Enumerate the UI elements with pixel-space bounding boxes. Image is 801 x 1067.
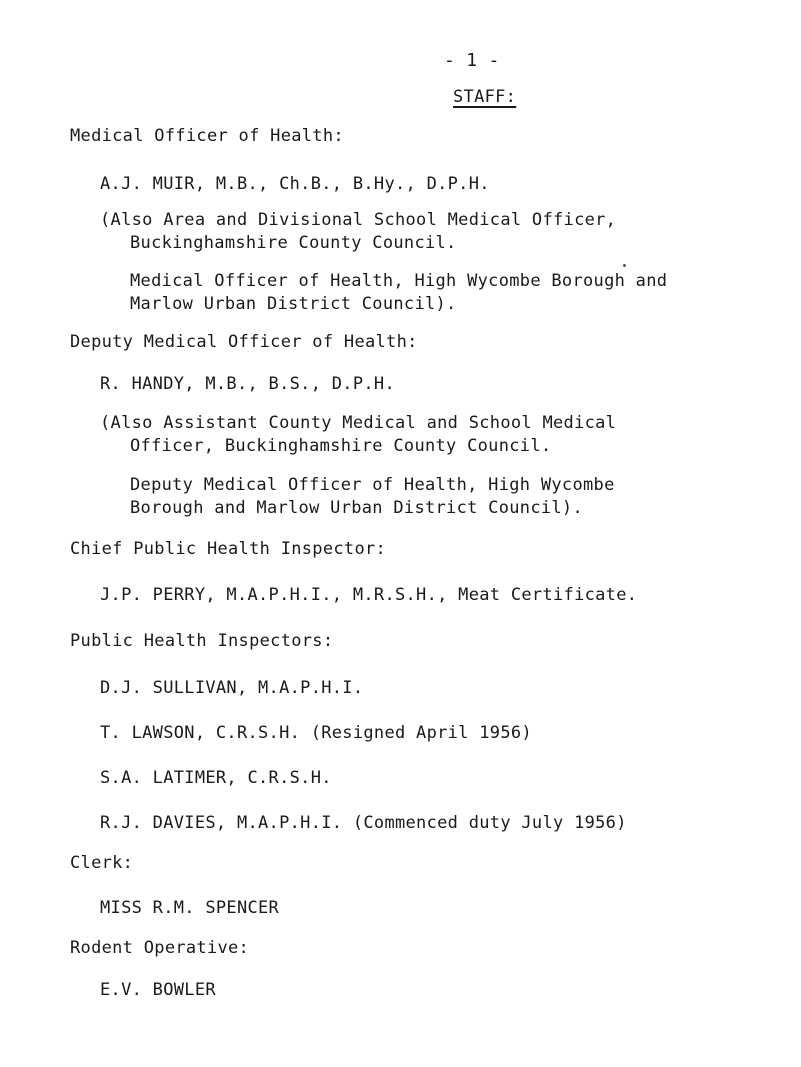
cphi-name: J.P. PERRY, M.A.P.H.I., M.R.S.H., Meat Certificate.	[100, 585, 638, 605]
phi-name: R.J. DAVIES, M.A.P.H.I. (Commenced duty July 1956)	[100, 813, 627, 833]
dmoh-note: Officer, Buckinghamshire County Council.	[130, 436, 552, 456]
moh-note: Marlow Urban District Council).	[130, 294, 457, 314]
phi-name: S.A. LATIMER, C.R.S.H.	[100, 768, 332, 788]
moh-note: (Also Area and Divisional School Medical Officer,	[100, 210, 617, 230]
page-number: - 1 -	[444, 50, 500, 71]
dmoh-note: Borough and Marlow Urban District Council).	[130, 498, 583, 518]
ink-speck	[623, 264, 626, 267]
moh-role: Medical Officer of Health:	[70, 126, 344, 146]
cphi-role: Chief Public Health Inspector:	[70, 539, 387, 559]
phi-name: D.J. SULLIVAN, M.A.P.H.I.	[100, 678, 364, 698]
dmoh-note: (Also Assistant County Medical and School Medical	[100, 413, 617, 433]
moh-note: Medical Officer of Health, High Wycombe Borough and	[130, 271, 668, 291]
page-heading: STAFF:	[453, 87, 517, 107]
rodent-role: Rodent Operative:	[70, 938, 250, 958]
dmoh-role: Deputy Medical Officer of Health:	[70, 332, 418, 352]
rodent-name: E.V. BOWLER	[100, 980, 216, 1000]
moh-note: Buckinghamshire County Council.	[130, 233, 457, 253]
clerk-role: Clerk:	[70, 853, 134, 873]
phi-role: Public Health Inspectors:	[70, 631, 334, 651]
dmoh-note: Deputy Medical Officer of Health, High Wycombe	[130, 475, 615, 495]
dmoh-name: R. HANDY, M.B., B.S., D.P.H.	[100, 374, 395, 394]
phi-name: T. LAWSON, C.R.S.H. (Resigned April 1956)	[100, 723, 532, 743]
moh-name: A.J. MUIR, M.B., Ch.B., B.Hy., D.P.H.	[100, 174, 490, 194]
clerk-name: MISS R.M. SPENCER	[100, 898, 280, 918]
